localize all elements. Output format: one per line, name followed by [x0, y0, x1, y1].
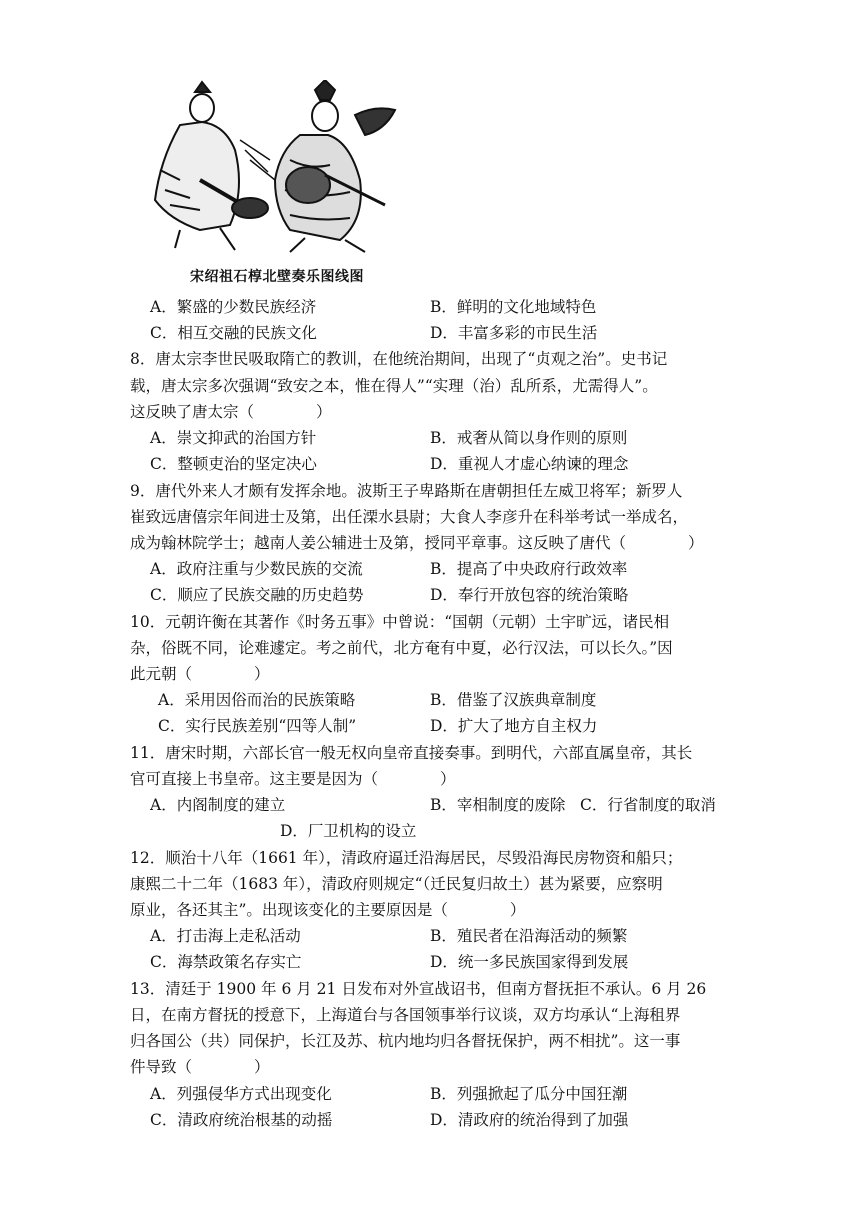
- q13-stem-line-3: 归各国公（共）同保护，长江及苏、杭内地均归各督抚保护，两不相扰”。这一事: [130, 1032, 681, 1050]
- q10-stem-line-3: 此元朝（ ）: [130, 665, 270, 683]
- q12-option-b: B．殖民者在沿海活动的频繁: [430, 927, 628, 945]
- musicians-line-drawing: [140, 80, 400, 255]
- q12-option-a: A．打击海上走私活动: [150, 927, 301, 945]
- q13-option-d: D．清政府的统治得到了加强: [430, 1111, 629, 1129]
- q12-stem-line-2: 康熙二十二年（1683 年），清政府则规定“（迁民复归故土）甚为紧要，应察明: [130, 875, 663, 893]
- q8-stem-line-3: 这反映了唐太宗（ ）: [130, 403, 332, 421]
- q13-stem-line-2: 日，在南方督抚的授意下，上海道台与各国领事举行议谈，双方均承认“上海租界: [130, 1006, 681, 1024]
- q9-option-c: C．顺应了民族交融的历史趋势: [150, 586, 364, 604]
- q10-option-c: C．实行民族差别“四等人制”: [158, 717, 357, 735]
- q10-option-b: B．借鉴了汉族典章制度: [430, 691, 597, 709]
- q13-option-a: A．列强侵华方式出现变化: [150, 1085, 332, 1103]
- q9-option-a: A．政府注重与少数民族的交流: [150, 560, 363, 578]
- q10-option-d: D．扩大了地方自主权力: [430, 717, 598, 735]
- q11-option-b: B．宰相制度的废除: [430, 796, 566, 814]
- q12-stem-line-1: 12．顺治十八年（1661 年），清政府逼迁沿海居民，尽毁沿海民房物资和船只；: [130, 849, 683, 867]
- q8-option-c: C．整顿吏治的坚定决心: [150, 455, 317, 473]
- q8-stem-line-1: 8．唐太宗李世民吸取隋亡的教训，在他统治期间，出现了“贞观之治”。史书记: [130, 350, 668, 368]
- q13-stem-line-1: 13．清廷于 1900 年 6 月 21 日发布对外宣战诏书，但南方督抚拒不承认。6 月 26: [130, 980, 707, 998]
- q7-option-b: B．鲜明的文化地域特色: [430, 298, 597, 316]
- q7-option-d: D．丰富多彩的市民生活: [430, 324, 598, 342]
- q9-stem-line-1: 9．唐代外来人才颇有发挥余地。波斯王子卑路斯在唐朝担任左威卫将军；新罗人: [130, 482, 683, 500]
- q11-option-d: D．厂卫机构的设立: [280, 822, 417, 840]
- figure-caption: 宋绍祖石椁北壁奏乐图线图: [190, 269, 364, 285]
- q10-stem-line-2: 杂，俗既不同，论难遽定。考之前代，北方奄有中夏，必行汉法，可以长久。”因: [130, 639, 673, 657]
- q9-stem-line-3: 成为翰林院学士；越南人姜公辅进士及第，授同平章事。这反映了唐代（ ）: [130, 534, 704, 552]
- q8-option-b: B．戒奢从简以身作则的原则: [430, 429, 628, 447]
- q12-option-c: C．海禁政策名存实亡: [150, 953, 302, 971]
- q7-option-c: C．相互交融的民族文化: [150, 324, 317, 342]
- q9-option-d: D．奉行开放包容的统治策略: [430, 586, 629, 604]
- q10-option-a: A．采用因俗而治的民族策略: [158, 691, 356, 709]
- q11-option-c: C．行省制度的取消: [580, 796, 716, 814]
- q10-stem-line-1: 10．元朝许衡在其著作《时务五事》中曾说：“国朝（元朝）土宇旷远，诸民相: [130, 613, 670, 631]
- q11-stem-line-2: 官可直接上书皇帝。这主要是因为（ ）: [130, 770, 456, 788]
- q9-stem-line-2: 崔致远唐僖宗年间进士及第，出任溧水县尉；大食人李彦升在科举考试一举成名，: [130, 508, 689, 526]
- q11-stem-line-1: 11．唐宋时期，六部长官一般无权向皇帝直接奏事。到明代，六部直属皇帝，其长: [130, 744, 693, 762]
- q7-option-a: A．繁盛的少数民族经济: [150, 298, 317, 316]
- q11-option-a: A．内阁制度的建立: [150, 796, 286, 814]
- q8-option-d: D．重视人才虚心纳谏的理念: [430, 455, 629, 473]
- q12-option-d: D．统一多民族国家得到发展: [430, 953, 629, 971]
- q13-option-b: B．列强掀起了瓜分中国狂潮: [430, 1085, 628, 1103]
- q9-option-b: B．提高了中央政府行政效率: [430, 560, 628, 578]
- q8-stem-line-2: 载，唐太宗多次强调“致安之本，惟在得人”“实理（治）乱所系，尤需得人”。: [130, 377, 658, 395]
- q13-stem-line-4: 件导致（ ）: [130, 1058, 270, 1076]
- q13-option-c: C．清政府统治根基的动摇: [150, 1111, 333, 1129]
- q8-option-a: A．崇文抑武的治国方针: [150, 429, 317, 447]
- q12-stem-line-3: 原业，各还其主”。出现该变化的主要原因是（ ）: [130, 901, 526, 919]
